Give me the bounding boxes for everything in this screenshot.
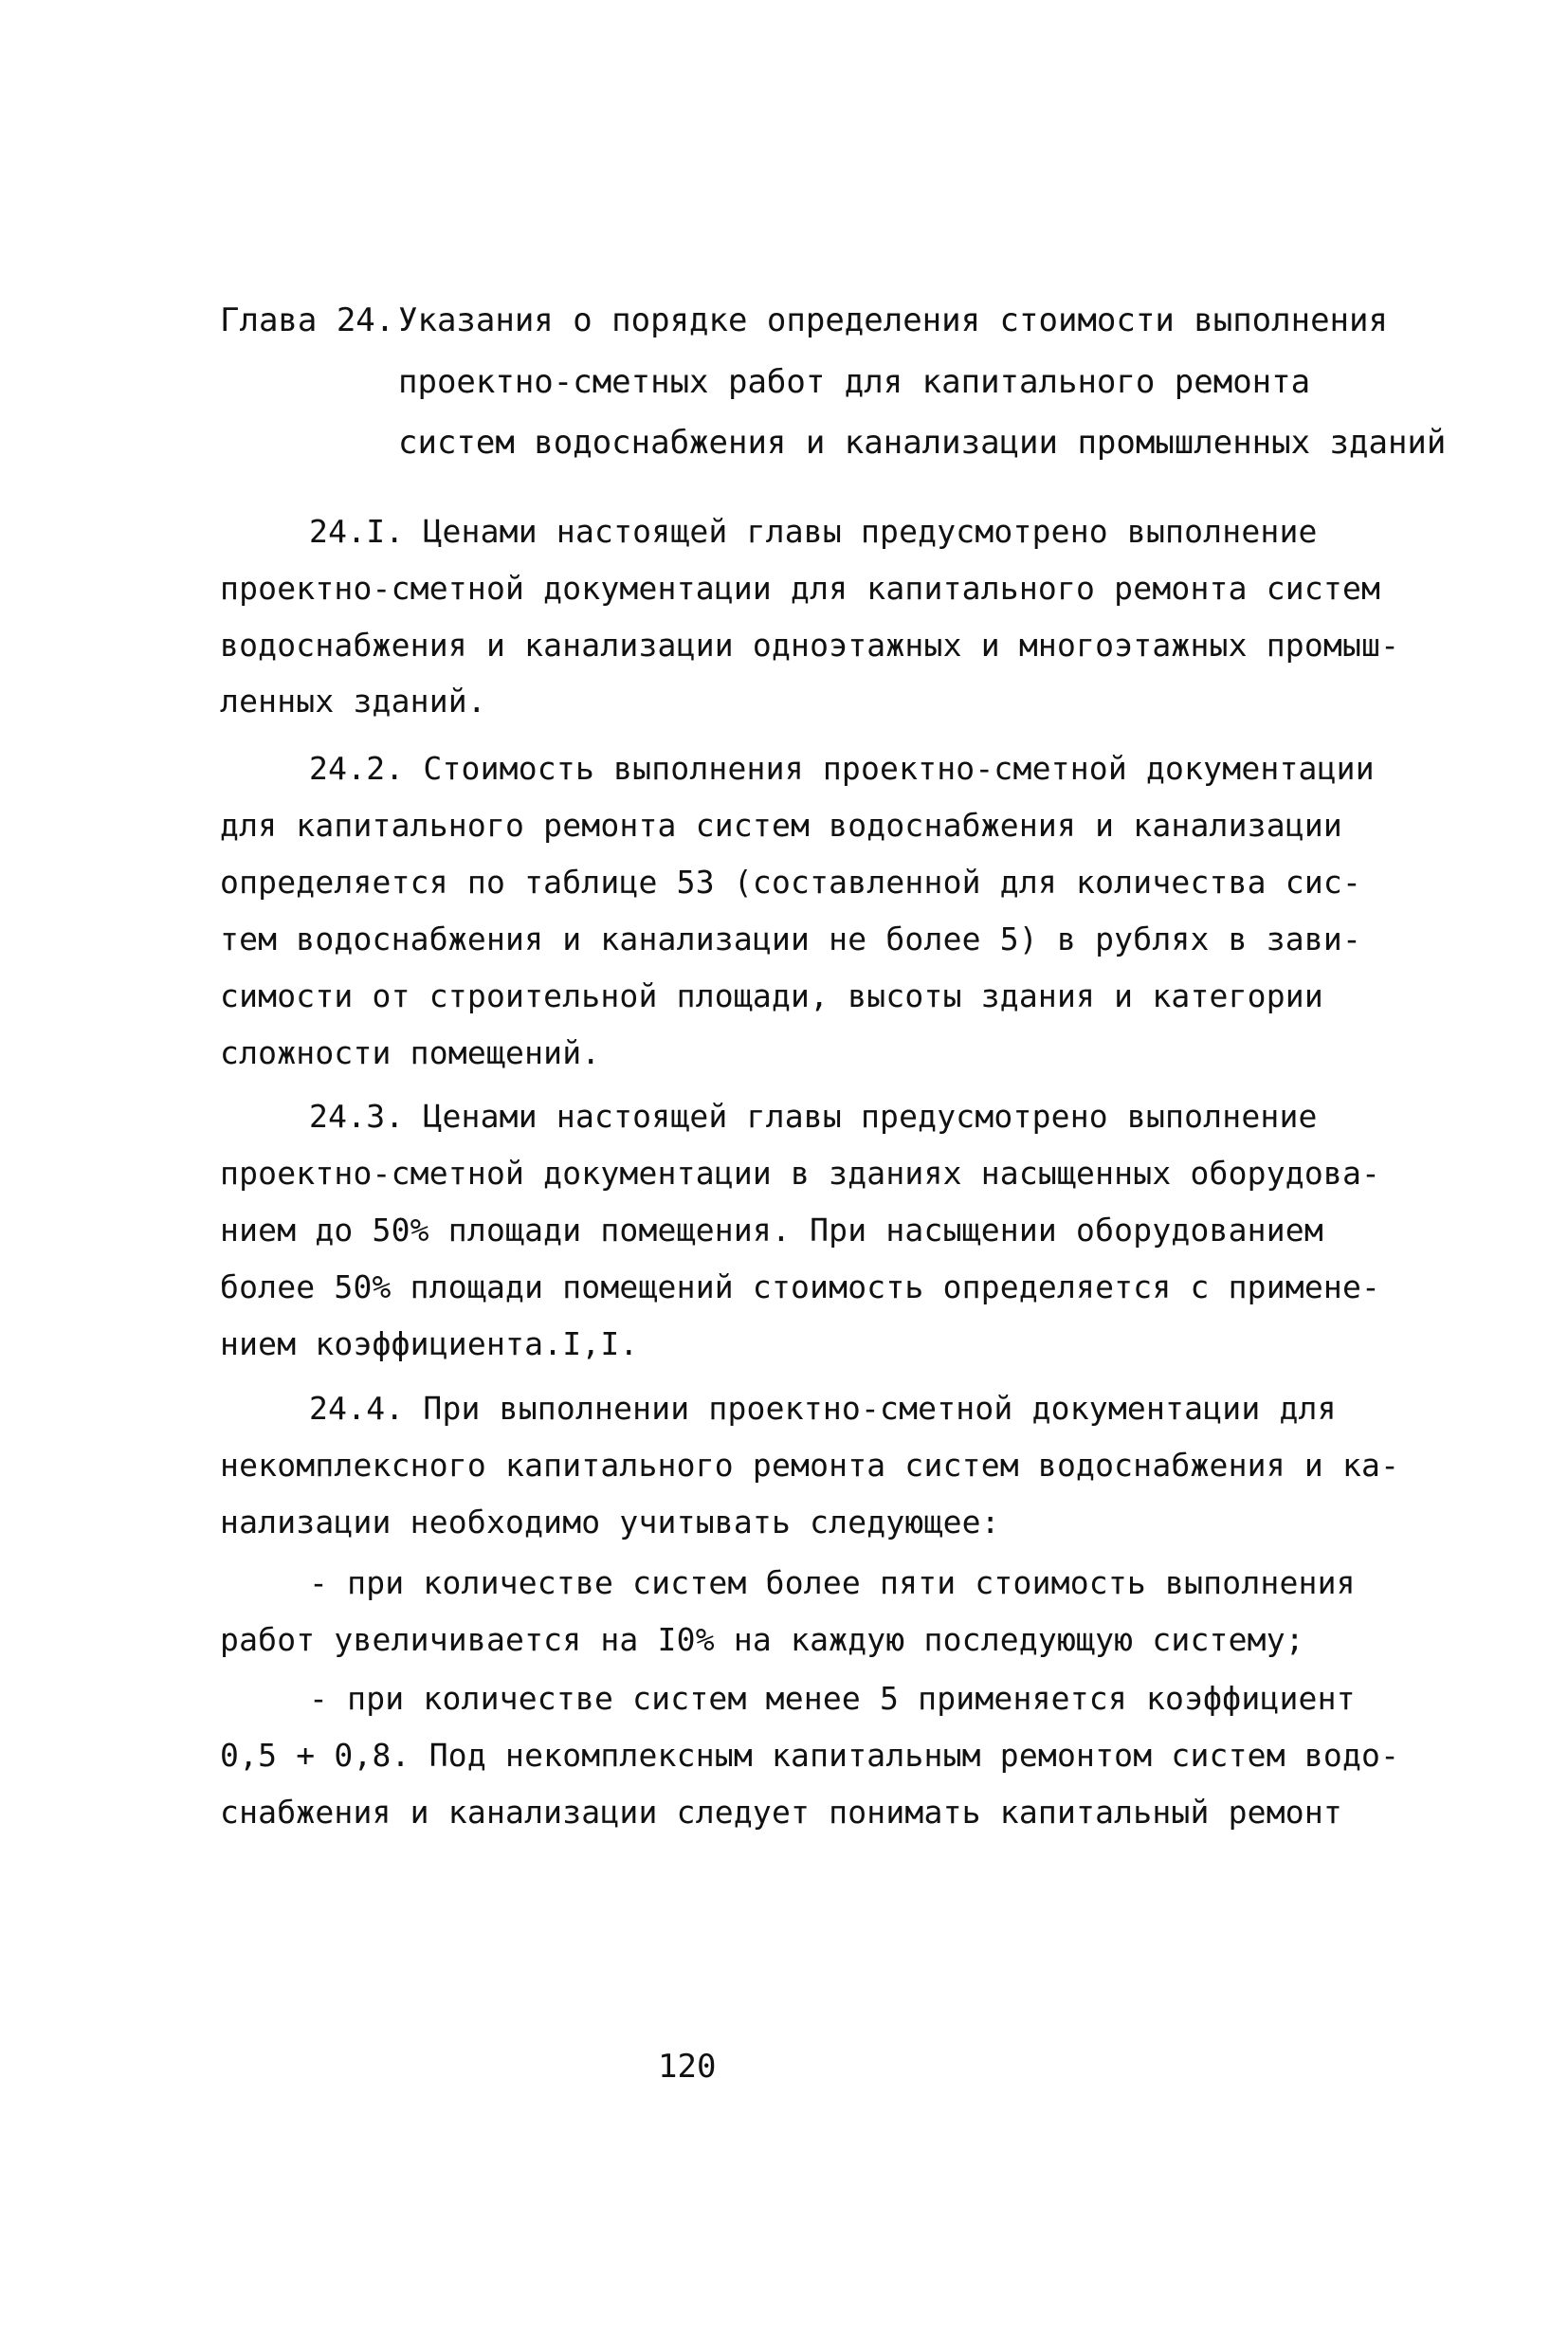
paragraph-24-1-line-1: 24.I. Ценами настоящей главы предусмотрено выполнение xyxy=(309,513,1318,550)
paragraph-24-2-line-6: сложности помещений. xyxy=(220,1034,601,1071)
list-item-2-line-1: - при количестве систем менее 5 применяется коэффициент xyxy=(309,1680,1356,1717)
paragraph-24-2-line-3: определяется по таблице 53 (составленной для количества сис- xyxy=(220,864,1362,901)
chapter-title-line-1: Указания о порядке определения стоимости выполнения xyxy=(398,301,1388,339)
list-item-2-line-2: 0,5 + 0,8. Под некомплексным капитальным ремонтом систем водо- xyxy=(220,1737,1400,1774)
paragraph-24-3-line-3: нием до 50% площади помещения. При насыщении оборудованием xyxy=(220,1212,1323,1249)
page-number: 120 xyxy=(658,2048,717,2086)
list-item-2-line-3: снабжения и канализации следует понимать капитальный ремонт xyxy=(220,1794,1342,1831)
paragraph-24-1-line-3: водоснабжения и канализации одноэтажных и многоэтажных промыш- xyxy=(220,627,1400,664)
chapter-label: Глава 24. xyxy=(220,301,395,339)
paragraph-24-2-line-5: симости от строительной площади, высоты здания и категории xyxy=(220,977,1323,1014)
paragraph-24-3-line-2: проектно-сметной документации в зданиях насыщенных оборудова- xyxy=(220,1155,1381,1192)
paragraph-24-2-line-4: тем водоснабжения и канализации не более 5) в рублях в зави- xyxy=(220,921,1362,957)
chapter-title-line-2: проектно-сметных работ для капитального ремонта xyxy=(398,363,1311,401)
chapter-title-line-3: систем водоснабжения и канализации промышленных зданий xyxy=(398,424,1447,462)
paragraph-24-2-line-1: 24.2. Стоимость выполнения проектно-сметной документации xyxy=(309,750,1375,787)
list-item-1-line-1: - при количестве систем более пяти стоимость выполнения xyxy=(309,1564,1356,1601)
paragraph-24-4-line-2: некомплексного капитального ремонта систем водоснабжения и ка- xyxy=(220,1447,1400,1484)
paragraph-24-1-line-4: ленных зданий. xyxy=(220,683,486,720)
paragraph-24-3-line-5: нием коэффициента.I,I. xyxy=(220,1325,639,1362)
paragraph-24-1-line-2: проектно-сметной документации для капитального ремонта систем xyxy=(220,570,1381,607)
paragraph-24-2-line-2: для капитального ремонта систем водоснабжения и канализации xyxy=(220,807,1342,844)
paragraph-24-4-line-3: нализации необходимо учитывать следующее: xyxy=(220,1504,1000,1541)
paragraph-24-3-line-4: более 50% площади помещений стоимость определяется с примене- xyxy=(220,1268,1381,1305)
list-item-1-line-2: работ увеличивается на I0% на каждую последующую систему; xyxy=(220,1621,1304,1658)
paragraph-24-4-line-1: 24.4. При выполнении проектно-сметной документации для xyxy=(309,1390,1337,1427)
paragraph-24-3-line-1: 24.3. Ценами настоящей главы предусмотрено выполнение xyxy=(309,1098,1318,1135)
